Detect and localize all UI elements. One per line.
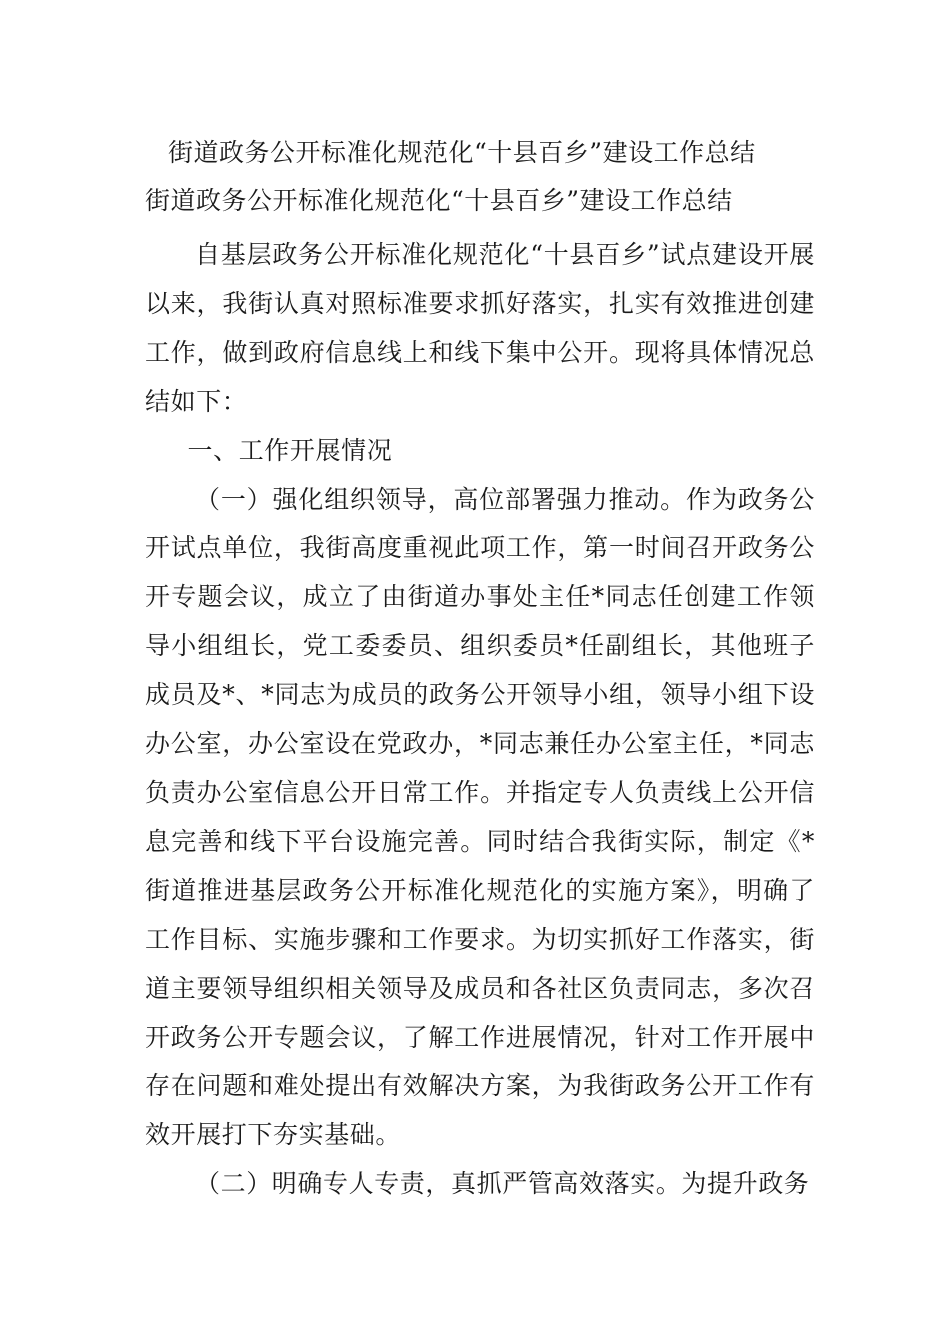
body-paragraph: （二）明确专人专责，真抓严管高效落实。为提升政务 <box>195 1169 810 1199</box>
section-heading: 一、工作开展情况 <box>187 435 393 465</box>
body-paragraph: （一）强化组织领导，高位部署强力推动。作为政务公开试点单位，我街高度重视此项工作，第一时间召开政务公开专题会议，成立了由街道办事处主任*同志任创建工作领导小组组长，党工委委员、组织委员*任副组长，其他班子成员及*、*同志为成员的政务公开领导小组，领导小组下设办公室，办公室设在党政办，*同志兼任办公室主任，*同志负责办公室信息公开日常工作。并指定专人负责线上公开信息完善和线下平台设施完善。同时结合我街实际，制定《*街道推进基层政务公开标准化规范化的实施方案》，明确了工作目标、实施步骤和工作要求。为切实抓好工作落实，街道主要领导组织相关领导及成员和各社区负责同志，多次召开政务公开专题会议，了解工作进展情况，针对工作开展中存在问题和难处提出有效解决方案，为我街政务公开工作有效开展打下夯实基础。 <box>145 484 815 1150</box>
document-title: 街道政务公开标准化规范化“十县百乡”建设工作总结 <box>168 138 756 167</box>
document-subtitle: 街道政务公开标准化规范化“十县百乡”建设工作总结 <box>145 186 733 215</box>
intro-paragraph: 自基层政务公开标准化规范化“十县百乡”试点建设开展以来，我街认真对照标准要求抓好落实，扎实有效推进创建工作，做到政府信息线上和线下集中公开。现将具体情况总结如下： <box>145 240 815 416</box>
document-body <box>145 231 815 1209</box>
